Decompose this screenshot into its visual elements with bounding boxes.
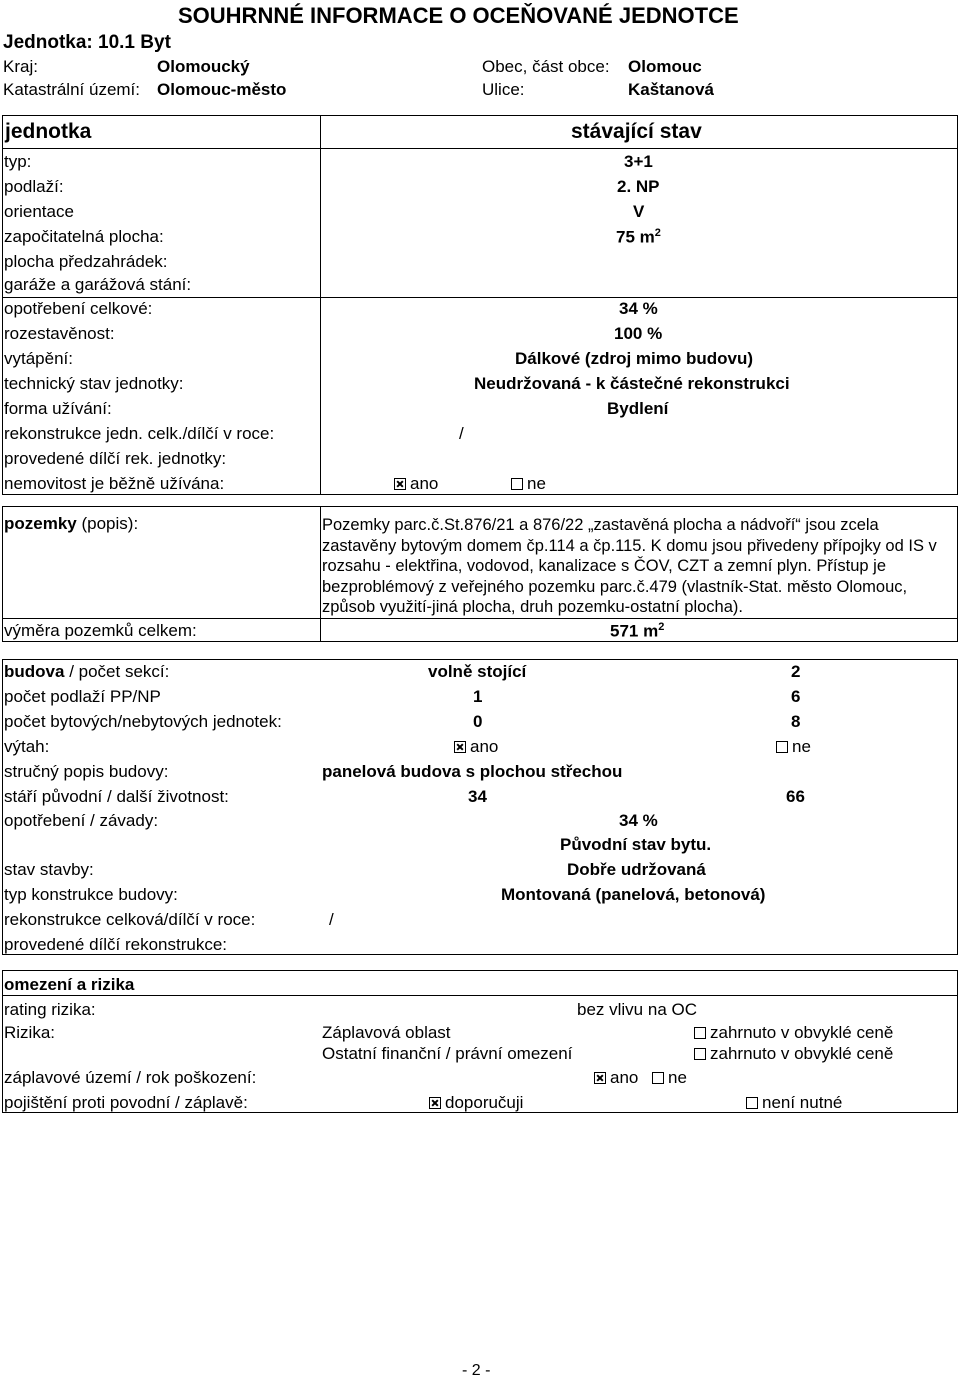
vytapeni-label: vytápění: [4, 349, 73, 368]
unchecked-box-icon [694, 1048, 706, 1060]
rating-value: bez vlivu na OC [577, 1000, 697, 1019]
podlazi-pp-np-label: počet podlaží PP/NP [4, 687, 161, 706]
budova-typ-value: volně stojící [428, 662, 527, 681]
pojisteni-neni-nutne-option[interactable]: není nutné [746, 1094, 842, 1111]
stav-stavby-label: stav stavby: [4, 860, 94, 879]
vytah-ano-option[interactable]: ano [454, 738, 498, 755]
pocet-jednotek-label: počet bytových/nebytových jednotek: [4, 712, 282, 731]
stavajici-stav-heading: stávající stav [571, 120, 702, 143]
zaplavove-ano-option[interactable]: ano [594, 1069, 638, 1086]
forma-value: Bydlení [607, 399, 669, 418]
checked-box-icon [594, 1072, 606, 1084]
stari-value: 34 [468, 787, 487, 806]
unchecked-box-icon [652, 1072, 664, 1084]
stav-stavby-value: Dobře udržovaná [567, 860, 706, 879]
obec-value: Olomouc [628, 57, 702, 76]
unchecked-box-icon [511, 478, 523, 490]
zavady-value: Původní stav bytu. [560, 835, 712, 854]
podlazi-label: podlaží: [4, 177, 64, 196]
provedene-label: provedené dílčí rek. jednotky: [4, 449, 227, 468]
vymera-value: 571 $m^2$ [610, 621, 665, 641]
np-value: 6 [791, 687, 801, 706]
vytah-label: výtah: [4, 737, 50, 756]
jednotka-divider [320, 115, 321, 495]
rizika-heading: omezení a rizika [4, 975, 135, 994]
unchecked-box-icon [776, 741, 788, 753]
typ-label: typ: [4, 152, 32, 171]
document-title: SOUHRNNÉ INFORMACE O OCEŇOVANÉ JEDNOTCE [178, 3, 739, 28]
checked-box-icon [454, 741, 466, 753]
katastr-label: Katastrální území: [3, 80, 141, 99]
opotrebeni-zavady-label: opotřebení / závady: [4, 811, 159, 830]
pojisteni-label: pojištění proti povodní / záplavě: [4, 1093, 248, 1112]
kraj-value: Olomoucký [157, 57, 250, 76]
unchecked-box-icon [746, 1097, 758, 1109]
ulice-value: Kaštanová [628, 80, 714, 99]
budova-rekonstrukce-label: rekonstrukce celková/dílčí v roce: [4, 910, 256, 929]
uzivana-ano-option[interactable]: ano [394, 475, 438, 492]
vytapeni-value: Dálkové (zdroj mimo budovu) [515, 349, 754, 368]
rozestavenost-label: rozestavěnost: [4, 324, 115, 343]
katastr-value: Olomouc-město [157, 80, 287, 99]
checked-box-icon [429, 1097, 441, 1109]
podlazi-value: 2. NP [617, 177, 660, 196]
pocet-sekci-value: 2 [791, 662, 801, 681]
typ-konstrukce-label: typ konstrukce budovy: [4, 885, 178, 904]
unchecked-box-icon [694, 1027, 706, 1039]
technicky-stav-value: Neudržovaná - k částečné rekonstrukci [474, 374, 790, 393]
jednotky-second-value: 8 [791, 712, 801, 731]
rekonstrukce-value: / [459, 424, 464, 443]
uzivana-ne-option[interactable]: ne [511, 475, 546, 492]
rozestavenost-value: 100 % [614, 324, 663, 343]
vymera-label: výměra pozemků celkem: [4, 621, 197, 640]
budova-opotrebeni-value: 34 % [619, 811, 658, 830]
opotrebeni-label: opotřebení celkové: [4, 299, 153, 318]
stari-label: stáří původní / další životnost: [4, 787, 229, 806]
zaplavove-label: záplavové území / rok poškození: [4, 1068, 257, 1087]
budova-rekonstrukce-value: / [329, 910, 334, 929]
strucny-popis-value: panelová budova s plochou střechou [322, 762, 623, 781]
opotrebeni-value: 34 % [619, 299, 658, 318]
kraj-label: Kraj: [3, 57, 38, 76]
strucny-popis-label: stručný popis budovy: [4, 762, 169, 781]
predzahradky-label: plocha předzahrádek: [4, 252, 168, 271]
plocha-value: 75 $m^2$ [616, 227, 661, 247]
obec-label: Obec, část obce: [482, 57, 610, 76]
budova-heading: budova / počet sekcí: [4, 662, 170, 681]
technicky-stav-label: technický stav jednotky: [4, 374, 184, 393]
typ-konstrukce-value: Montovaná (panelová, betonová) [501, 885, 766, 904]
pozemky-description: Pozemky parc.č.St.876/21 a 876/22 „zastavěná plocha a nádvoří“ jsou zcela zastavěny bytovým domem čp.114 a čp.115. K domu jsou přivedeny přípojky od IS v rozsahu - elektřina, vodovod, kanalizace s ČOV, CZT a zemní plyn. Přístup je bezproblémový z veřejného pozemku parc.č.479 (vlastník-Stat. město Olomouc, způsob využití-jiná plocha, druh pozemku-ostatní plocha). [322, 516, 937, 616]
budova-provedene-label: provedené dílčí rekonstrukce: [4, 935, 228, 954]
riziko-note-option[interactable]: zahrnuto v obvyklé ceně [694, 1024, 893, 1041]
orientace-label: orientace [4, 202, 74, 221]
page-number: - 2 - [462, 1362, 491, 1379]
unit-label: Jednotka: 10.1 Byt [3, 32, 171, 53]
ulice-label: Ulice: [482, 80, 525, 99]
zaplavove-ne-option[interactable]: ne [652, 1069, 687, 1086]
pp-value: 1 [473, 687, 483, 706]
typ-value: 3+1 [624, 152, 653, 171]
checked-box-icon [394, 478, 406, 490]
jednotky-first-value: 0 [473, 712, 483, 731]
garaze-label: garáže a garážová stání: [4, 275, 192, 294]
rekonstrukce-label: rekonstrukce jedn. celk./dílčí v roce: [4, 424, 275, 443]
riziko-name: Ostatní finanční / právní omezení [322, 1044, 573, 1063]
plocha-label: započitatelná plocha: [4, 227, 164, 246]
jednotka-heading: jednotka [5, 120, 92, 143]
rating-label: rating rizika: [4, 1000, 96, 1019]
riziko-name: Záplavová oblast [322, 1023, 451, 1042]
forma-label: forma užívání: [4, 399, 112, 418]
vytah-ne-option[interactable]: ne [776, 738, 811, 755]
uzivana-label: nemovitost je běžně užívána: [4, 474, 225, 493]
zivotnost-value: 66 [786, 787, 805, 806]
pozemky-heading: pozemky (popis): [4, 514, 139, 533]
riziko-note-option[interactable]: zahrnuto v obvyklé ceně [694, 1045, 893, 1062]
orientace-value: V [633, 202, 645, 221]
pojisteni-doporucuji-option[interactable]: doporučuji [429, 1094, 523, 1111]
rizika-label: Rizika: [4, 1023, 56, 1042]
